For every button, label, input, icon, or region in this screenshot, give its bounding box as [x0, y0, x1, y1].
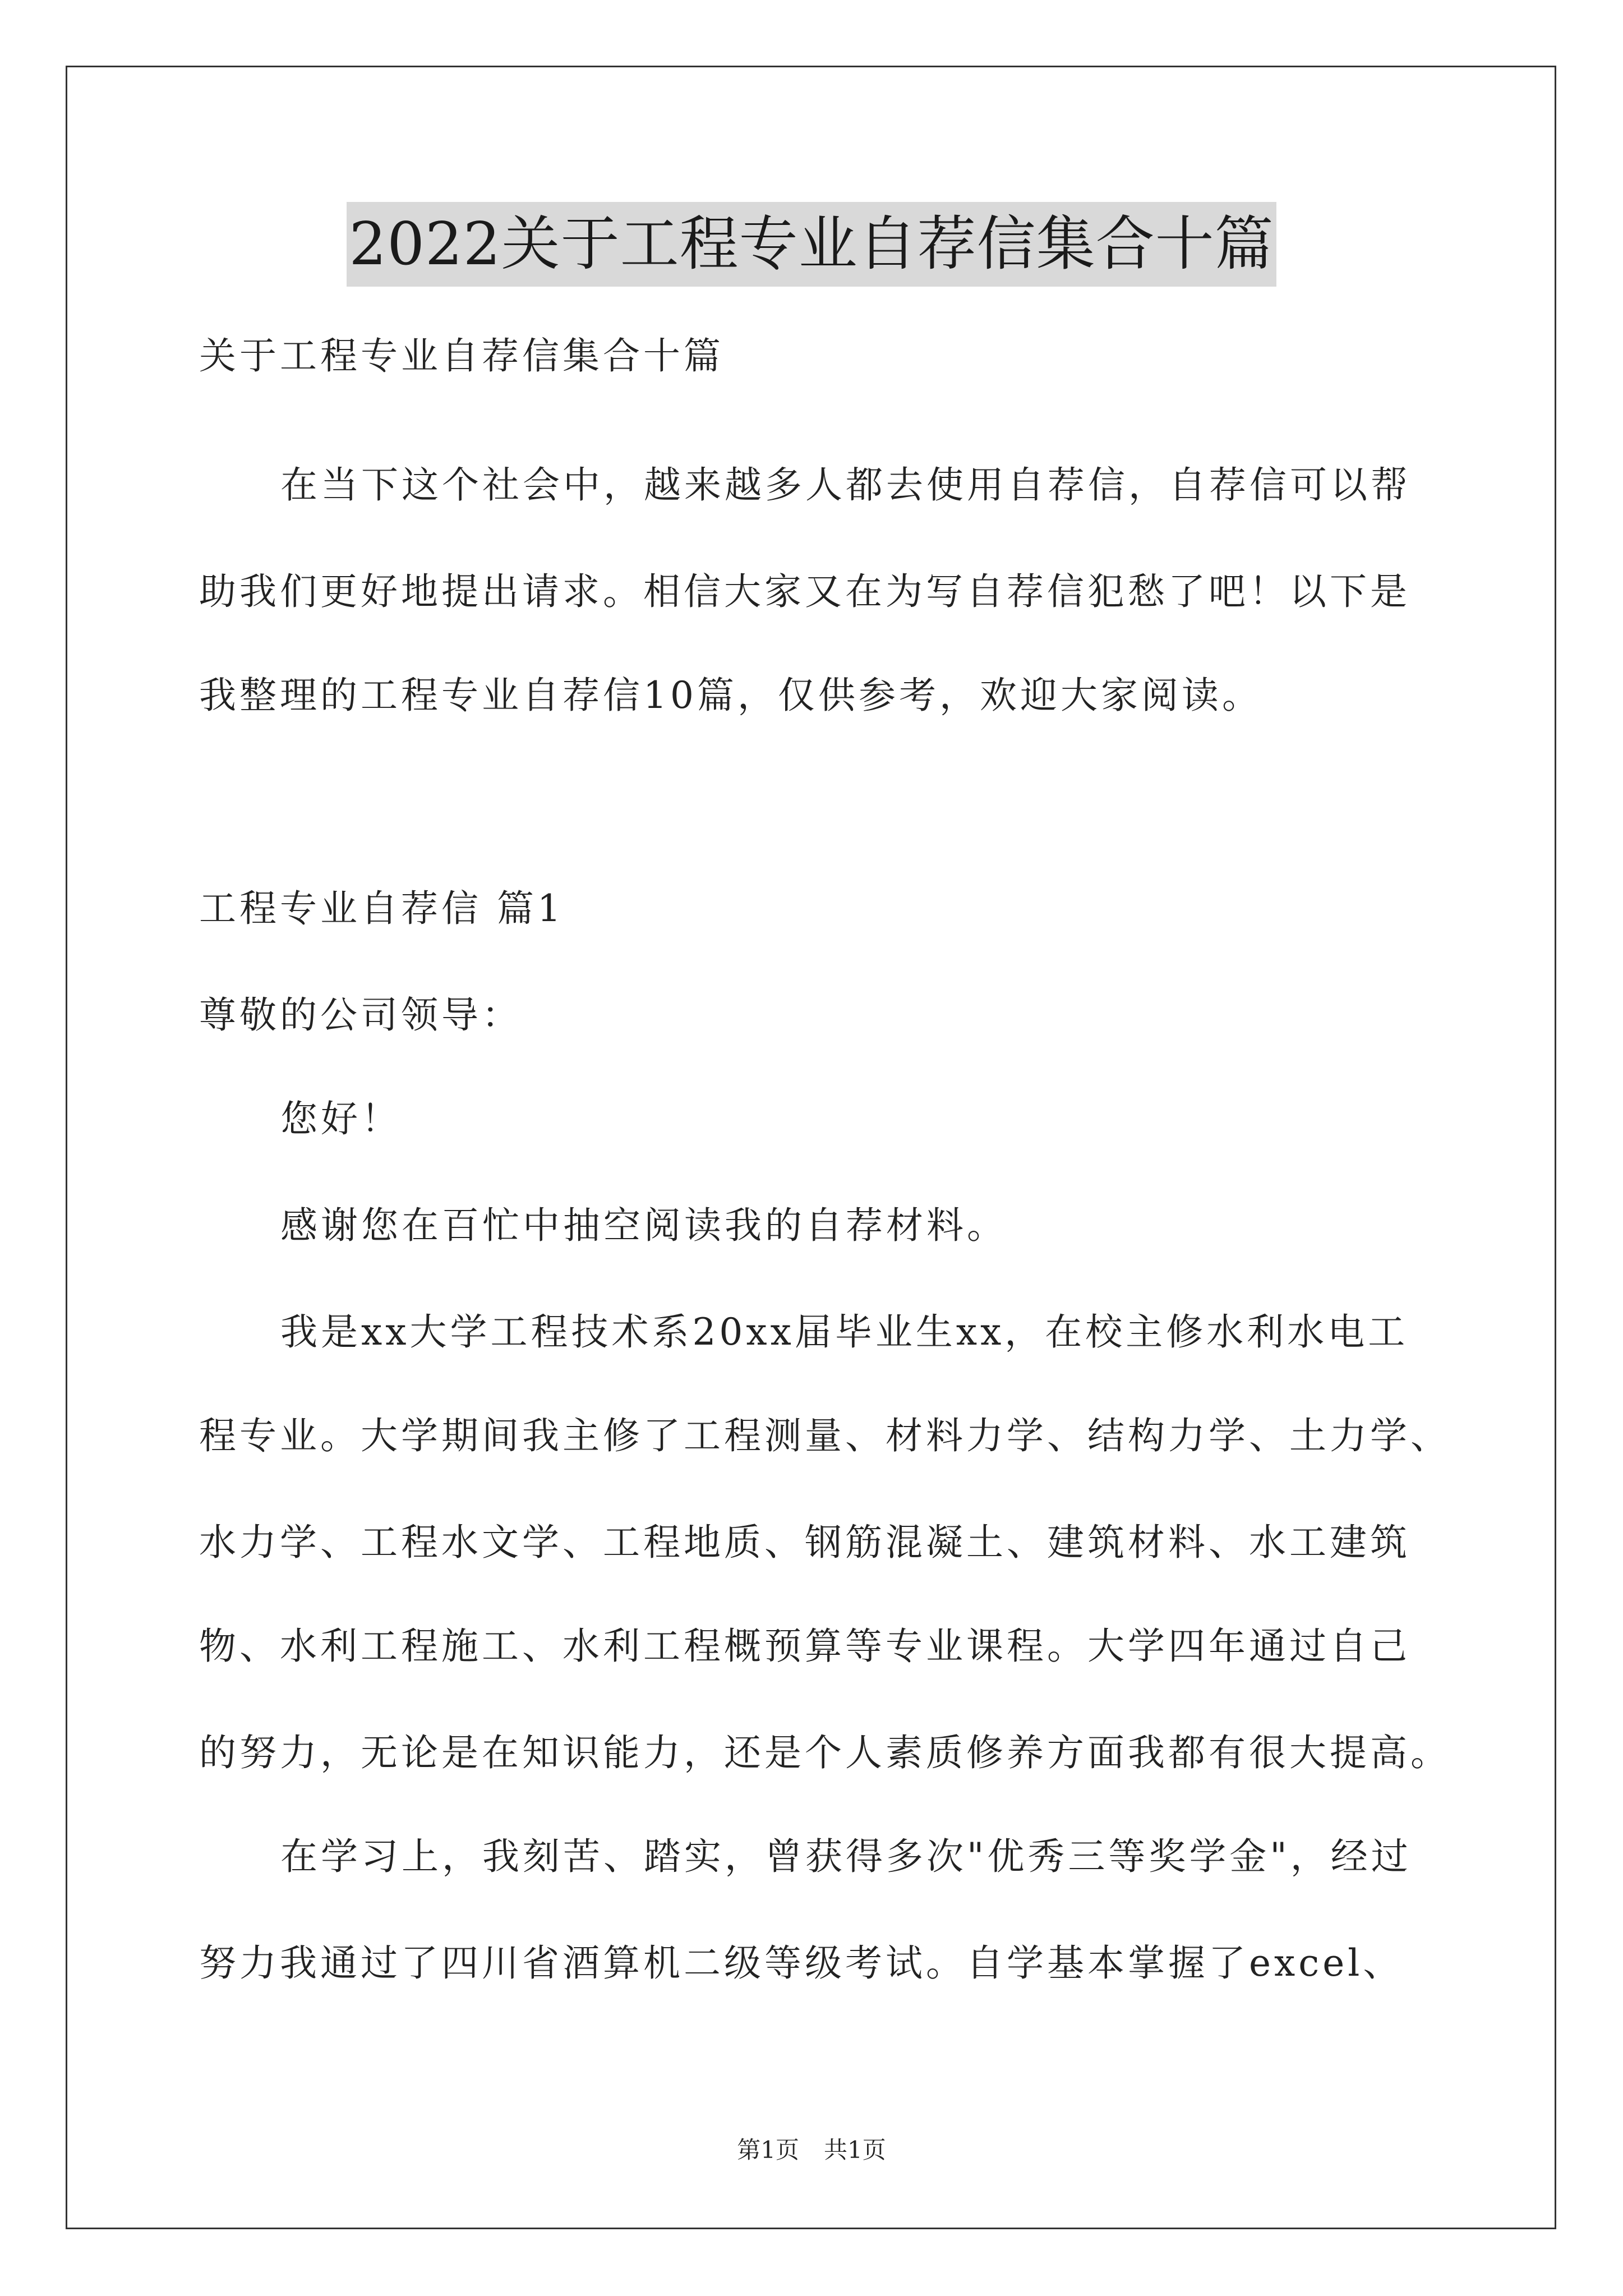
greeting: 您好！ [280, 1097, 402, 1140]
section-heading: 工程专业自荐信 篇1 [199, 887, 564, 930]
body-line-5: 物、水利工程施工、水利工程概预算等专业课程。大学四年通过自己 [199, 1625, 1410, 1668]
intro-line-1: 在当下这个社会中，越来越多人都去使用自荐信，自荐信可以帮 [280, 463, 1411, 507]
body-line-2: 我是xx大学工程技术系20xx届毕业生xx，在校主修水利水电工 [280, 1310, 1409, 1354]
intro-line-2: 助我们更好地提出请求。相信大家又在为写自荐信犯愁了吧！以下是 [199, 570, 1410, 613]
page-number: 第1页 [737, 2136, 799, 2164]
body-line-1: 感谢您在百忙中抽空阅读我的自荐材料。 [280, 1204, 1007, 1247]
body-line-8: 努力我通过了四川省酒算机二级等级考试。自学基本掌握了excel、 [199, 1941, 1404, 1985]
subtitle: 关于工程专业自荐信集合十篇 [199, 334, 724, 378]
page-border [66, 66, 1556, 2229]
document-title: 2022关于工程专业自荐信集合十篇 [347, 202, 1276, 287]
intro-line-3: 我整理的工程专业自荐信10篇，仅供参考，欢迎大家阅读。 [199, 674, 1262, 717]
body-line-3: 程专业。大学期间我主修了工程测量、材料力学、结构力学、土力学、 [199, 1414, 1451, 1457]
title-container [0, 202, 1623, 287]
page-total: 共1页 [824, 2136, 886, 2164]
salutation: 尊敬的公司领导： [199, 993, 522, 1037]
body-line-7: 在学习上，我刻苦、踏实，曾获得多次"优秀三等奖学金"，经过 [280, 1835, 1412, 1878]
body-line-4: 水力学、工程水文学、工程地质、钢筋混凝土、建筑材料、水工建筑 [199, 1521, 1410, 1564]
body-line-6: 的努力，无论是在知识能力，还是个人素质修养方面我都有很大提高。 [199, 1731, 1451, 1774]
page-footer [0, 2134, 1623, 2166]
